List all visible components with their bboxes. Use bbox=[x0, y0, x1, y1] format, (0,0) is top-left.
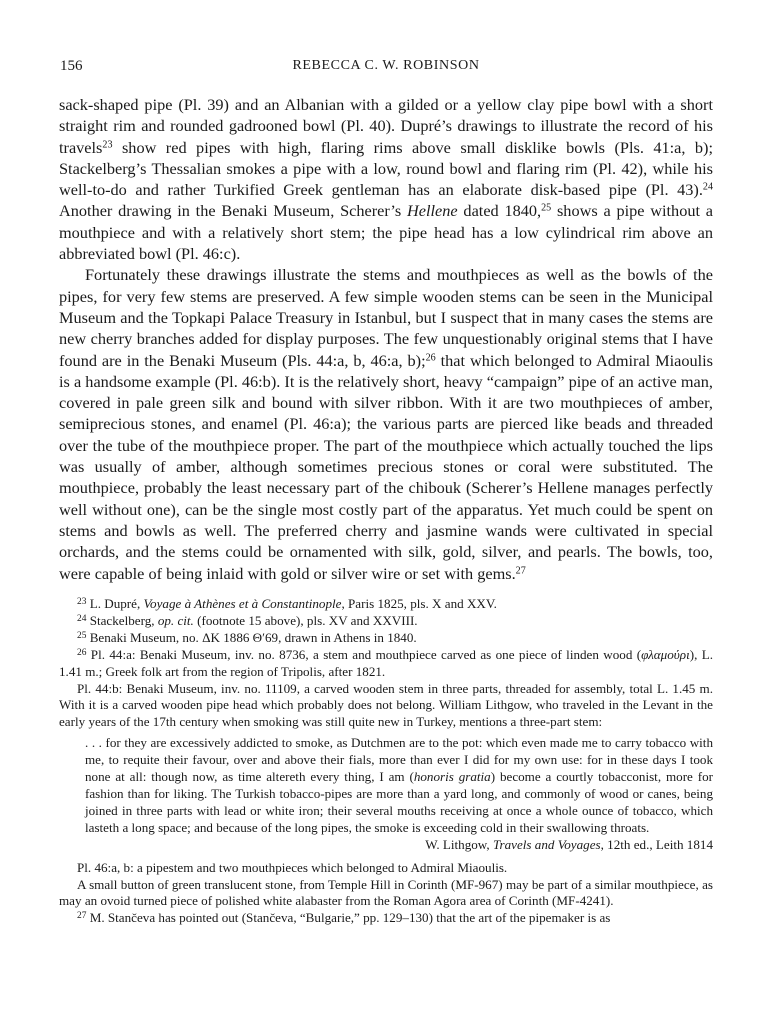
footnote-26-pl44b: Pl. 44:b: Benaki Museum, inv. no. 11109, a carved wooden stem in three parts, threaded for assembly, total L. 1.45 m. With it is a carved wooden pipe head which probably does not belong. William Lithgow, who traveled in the Levant in the early years of the 17th century when smoking was still quite new in Turkey, mentions a three-part stem: bbox=[59, 680, 713, 730]
main-text bbox=[59, 94, 713, 584]
footnote-ref-24: 24 bbox=[702, 181, 713, 193]
page-number: 156 bbox=[60, 58, 83, 74]
running-head: REBECCA C. W. ROBINSON bbox=[292, 58, 480, 73]
footnote-25: $^{25}$ Benaki Museum, no. ΔΚ 1886 Θ′69, drawn in Athens in 1840. bbox=[77, 629, 417, 645]
footnote-ref-23: 23 bbox=[102, 139, 113, 151]
footnote-26-pl46: Pl. 46:a, b: a pipestem and two mouthpieces which belonged to Admiral Miaoulis. bbox=[77, 859, 508, 875]
footnote-ref-27: 27 bbox=[515, 564, 526, 576]
footnote-ref-26: 26 bbox=[425, 352, 436, 364]
italic-hellene: Hellene bbox=[407, 201, 458, 221]
footnote-23: $^{23}$ L. Dupré, Voyage à Athènes et à Constantinople, Paris 1825, pls. X and XXV. bbox=[77, 596, 497, 611]
page-header bbox=[60, 58, 712, 78]
lithgow-quote: . . . for they are excessively addicted to smoke, as Dutchmen are to the pot: which even made me to carry tobacco with me, to requite their favour, over and above their fials, more than ever I did for my own use: for in these days I took none at all: though now, as time altereth every thing, I am (honoris gratia) become a courtly tobacconist, more for fashion than for liking. The Turkish tobacco-pipes are more than a yard long, and commonly of wood or canes, being joined in three parts with lead or white iron; their several mouths receiving at once a whole ounce of tobacco, which lasteth a long space; and because of the long pipes, the smoke is exceeding cold in their swallowing throats. bbox=[85, 735, 713, 835]
footnote-26-button: A small button of green translucent stone, from Temple Hill in Corinth (MF-967) may be part of a similar mouthpiece, as may an ovoid turned piece of polished white alabaster from the Roman Agora area of Corinth (MF-4241). bbox=[59, 876, 713, 909]
footnote-26: $^{26}$ Pl. 44:a: Benaki Museum, inv. no. 8736, a stem and mouthpiece carved as one piece of linden wood (φλαμούρι), L. 1.41 m.; Greek folk art from the region of Tripolis, after 1821. bbox=[59, 646, 714, 679]
paragraph-1: sack-shaped pipe (Pl. 39) and an Albanian with a gilded or a yellow clay pipe bowl with a short straight rim and rounded gadrooned bowl (Pl. 40). Dupré’s drawings to illustrate the record of his travels$^{23}$ show red pipes with high, flaring rims above small disklike bowls (Pls. 41:a, b); Stackelberg’s Thessalian smokes a pipe with a low, round bowl and flaring rim (Pl. 42), while his well-to-do and rather Turkified Greek gentleman has an elaborate disk-based pipe (Pl. 43).$^{24}$ Another drawing in the Benaki Museum, Scherer’s Hellene dated 1840,25 shows a pipe without a mouthpiece and with a relatively short stem; the pipe head has a low cylindrical rim above an abbreviated bowl (Pl. 46:c). bbox=[59, 95, 713, 264]
quote-attribution: W. Lithgow, Travels and Voyages, 12th ed., Leith 1814 bbox=[425, 836, 713, 852]
footnotes bbox=[59, 596, 713, 927]
footnote-27: $^{27}$ M. Stančeva has pointed out (Stančeva, “Bulgarie,” pp. 129–130) that the art of the pipemaker is as bbox=[77, 910, 611, 926]
footnote-24: $^{24}$ Stackelberg, op. cit. (footnote 15 above), pls. XV and XXVIII. bbox=[77, 612, 418, 628]
paragraph-2: Fortunately these drawings illustrate the stems and mouthpieces as well as the bowls of the pipes, for very few stems are preserved. A few simple wooden stems can be seen in the Municipal Museum and the Topkapi Palace Treasury in Istanbul, but I suspect that in many cases the stems are new cherry branches added for display purposes. The few unquestionably original stems that I have found are in the Benaki Museum (Pls. 44:a, b, 46:a, b);$^{26}$ that which belonged to Admiral Miaoulis is a handsome example (Pl. 46:b). It is the relatively short, heavy “campaign” pipe of an active man, covered in pale green silk and bound with silver ribbon. With it are two mouthpieces of amber, semiprecious stones, and enamel (Pl. 46:a); the various parts are pierced like beads and threaded over the tube of the mouthpiece proper. The part of the mouthpiece which actually touched the lips was usually of amber, although sometimes precious stones or coral were substituted. The mouthpiece, probably the least necessary part of the chibouk (Scherer’s Hellene manages perfectly well without one), can be the single most costly part of the apparatus. Yet much could be spent on stems and bowls as well. The preferred cherry and jasmine wands were cultivated in special orchards, and the stems could be ornamented with silk, gold, silver, and pearls. The bowls, too, were capable of being inlaid with gold or silver wire or set with gems.$^{27}$ bbox=[59, 265, 714, 583]
footnote-ref-25: 25 bbox=[541, 202, 552, 214]
